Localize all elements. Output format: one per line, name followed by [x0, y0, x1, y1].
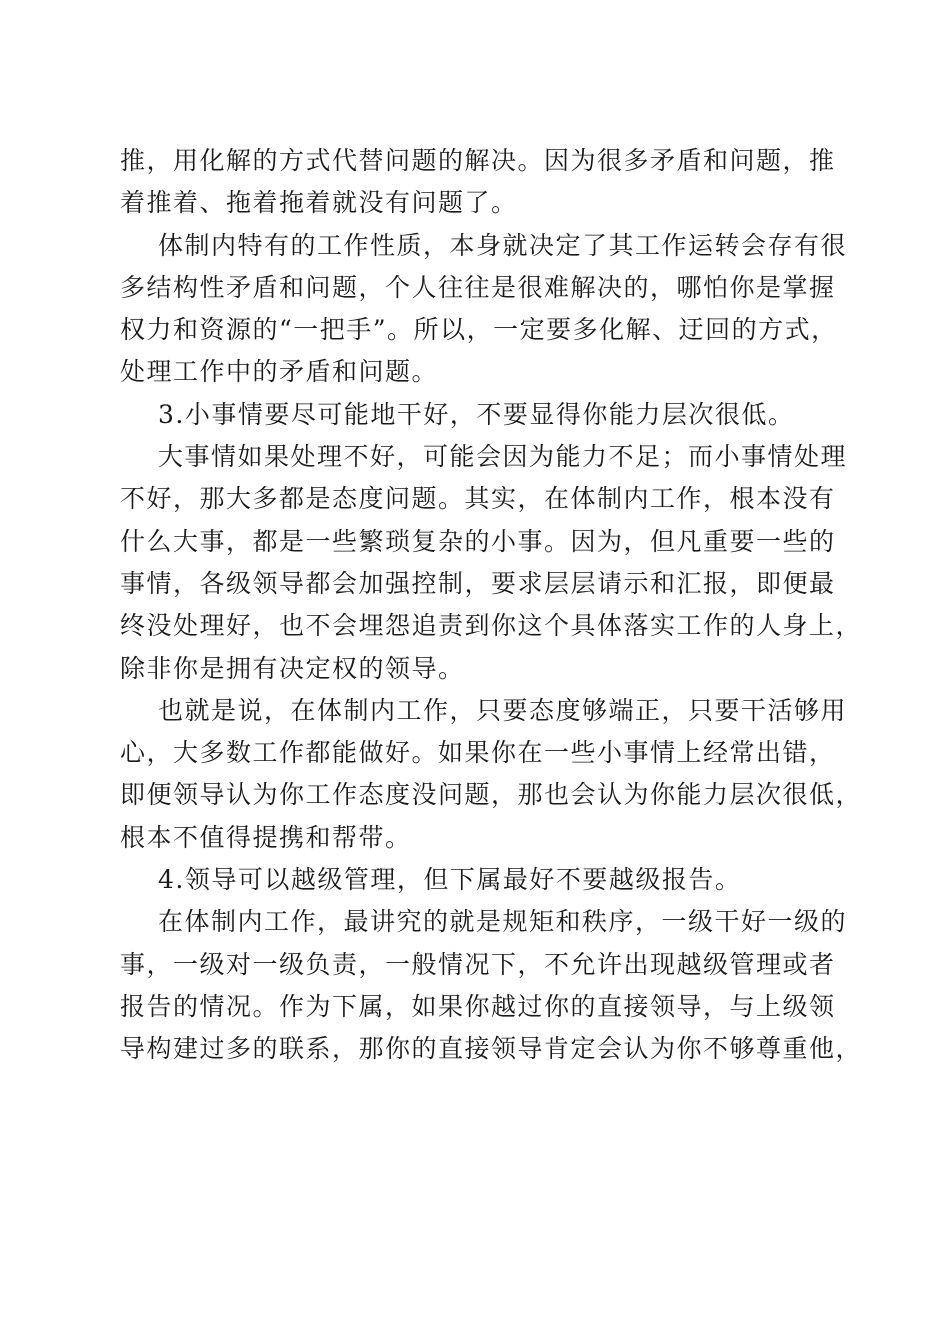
text-line: 心，大多数工作都能做好。如果你在一些小事情上经常出错， [120, 738, 836, 768]
text-line: 处理工作中的矛盾和问题。 [120, 357, 439, 387]
text-line: 事情，各级领导都会加强控制，要求层层请示和汇报，即便最 [120, 568, 836, 598]
text-line: 多结构性矛盾和问题，个人往往是很难解决的，哪怕你是掌握 [120, 272, 836, 302]
text-line: 不好，那大多都是态度问题。其实，在体制内工作，根本没有 [120, 484, 836, 514]
section-heading: 3.小事情要尽可能地干好，不要显得你能力层次很低。 [158, 399, 795, 429]
text-line: 导构建过多的联系，那你的直接领导肯定会认为你不够尊重他， [120, 1034, 863, 1064]
text-line: 终没处理好，也不会埋怨追责到你这个具体落实工作的人身上， [120, 611, 863, 641]
text-line: 也就是说，在体制内工作，只要态度够端正，只要干活够用 [158, 695, 848, 725]
text-line: 报告的情况。作为下属，如果你越过你的直接领导，与上级领 [120, 991, 836, 1021]
text-line: 即便领导认为你工作态度没问题，那也会认为你能力层次很低， [120, 780, 863, 810]
section-heading: 4.领导可以越级管理，但下属最好不要越级报告。 [158, 865, 742, 895]
text-line: 权力和资源的“一把手”。所以，一定要多化解、迂回的方式， [120, 315, 838, 345]
text-line: 在体制内工作，最讲究的就是规矩和秩序，一级干好一级的 [158, 907, 848, 937]
text-line: 推，用化解的方式代替问题的解决。因为很多矛盾和问题，推 [120, 146, 836, 175]
body-text [120, 140, 863, 1071]
text-line: 体制内特有的工作性质，本身就决定了其工作运转会存有很 [158, 230, 848, 260]
text-line: 除非你是拥有决定权的领导。 [120, 653, 465, 683]
text-line: 事，一级对一级负责，一般情况下，不允许出现越级管理或者 [120, 949, 836, 979]
text-line: 着推着、拖着拖着就没有问题了。 [120, 188, 518, 218]
text-line: 大事情如果处理不好，可能会因为能力不足；而小事情处理 [158, 442, 848, 472]
text-line: 什么大事，都是一些繁琐复杂的小事。因为，但凡重要一些的 [120, 526, 836, 556]
text-line: 根本不值得提携和帮带。 [120, 822, 412, 852]
